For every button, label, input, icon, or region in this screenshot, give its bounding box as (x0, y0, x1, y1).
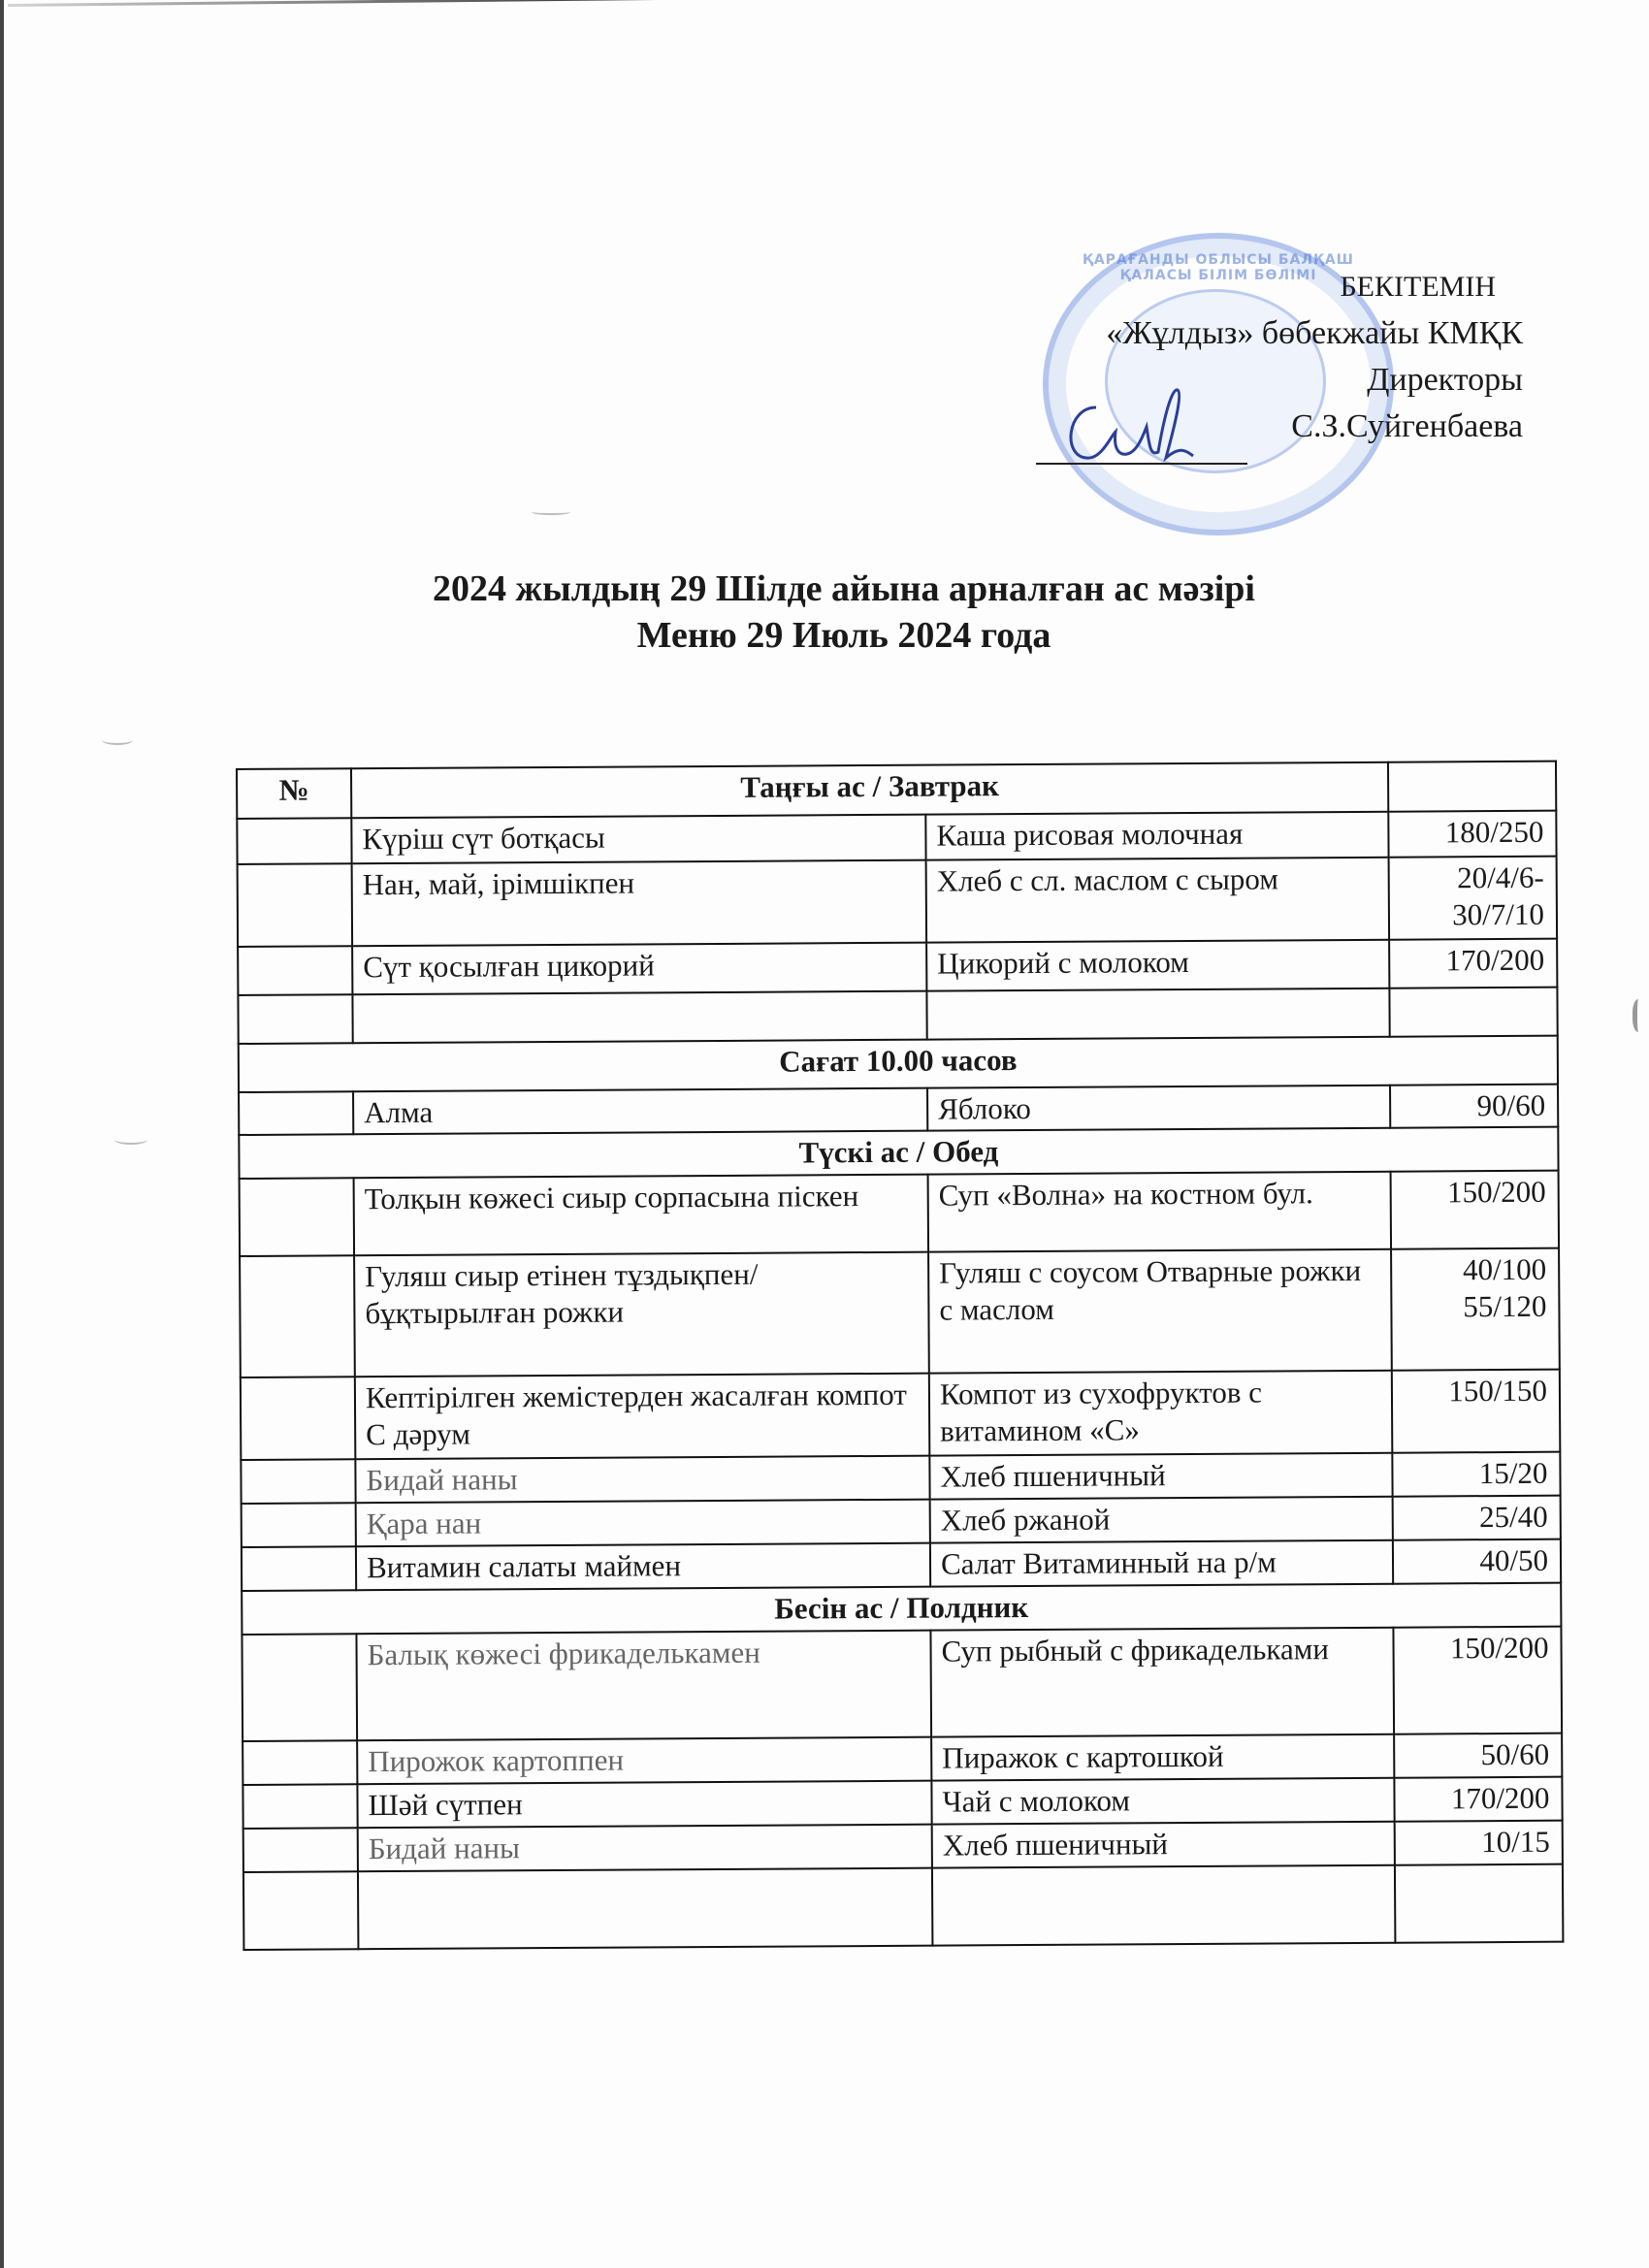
dish-name-russian: Хлеб пшеничный (929, 1453, 1392, 1500)
dish-name-russian: Яблоко (927, 1085, 1390, 1131)
dish-name-kazakh: Бидай наны (355, 1456, 929, 1504)
menu-item-row (238, 939, 1557, 995)
stamp-text: ҚАРАҒАНДЫ ОБЛЫСЫ БАЛҚАШ ҚАЛАСЫ БІЛІМ БӨЛІМІ (1083, 252, 1354, 283)
portion-amount: 50/60 (1394, 1733, 1562, 1778)
dish-name-kazakh: Кептірілген жемістерден жасалған компот С дәрум (355, 1374, 930, 1460)
row-number-cell (243, 1828, 358, 1872)
organization-name: «Жұлдыз» бөбекжайы КМҚК (1106, 315, 1523, 351)
portion-amount: 180/250 (1388, 811, 1556, 858)
section-header-row (239, 1036, 1558, 1092)
amount-column-header (1388, 761, 1556, 812)
section-title: Түскі ас / Обед (239, 1127, 1558, 1179)
scan-smudge (114, 1135, 147, 1145)
row-number-cell (241, 1459, 355, 1504)
row-number-cell (238, 946, 352, 995)
row-number-cell (239, 1091, 353, 1135)
section-title: Таңғы ас / Завтрак (351, 762, 1388, 819)
dish-name-russian: Чай с молоком (931, 1778, 1394, 1825)
row-number-cell (242, 1784, 357, 1829)
portion-amount (1389, 988, 1557, 1037)
row-number-cell (241, 1377, 356, 1460)
dish-name-kazakh: Күріш сүт ботқасы (351, 815, 925, 864)
dish-name-kazakh: Пирожок картоппен (357, 1737, 931, 1785)
dish-name-russian: Суп «Волна» на костном бул. (928, 1172, 1391, 1252)
number-column-header: № (237, 768, 351, 819)
portion-amount: 15/20 (1392, 1452, 1560, 1497)
section-header-row (237, 761, 1556, 819)
menu-item-row (240, 1171, 1559, 1256)
menu-item-row (241, 1370, 1560, 1460)
row-number-cell (237, 818, 351, 864)
title-russian: Меню 29 Июль 2024 года (636, 615, 1051, 656)
menu-item-row (238, 857, 1557, 947)
dish-name-kazakh: Нан, май, ірімшікпен (352, 860, 927, 947)
dish-name-russian: Компот из сухофруктов с витамином «С» (929, 1371, 1393, 1456)
director-title: Директоры (1367, 362, 1523, 398)
portion-amount: 10/15 (1395, 1821, 1563, 1865)
dish-name-russian: Гуляш с соусом Отварные рожки с маслом (928, 1249, 1392, 1374)
dish-name-russian: Пиражок с картошкой (931, 1734, 1394, 1781)
dish-name-kazakh: Бидай наны (358, 1825, 932, 1872)
scan-edge (0, 0, 4, 2268)
dish-name-russian: Салат Витаминный на р/м (930, 1540, 1393, 1587)
portion-amount: 150/200 (1393, 1627, 1562, 1734)
menu-item-row (238, 988, 1557, 1044)
menu-item-row (242, 1627, 1562, 1741)
row-number-cell (242, 1503, 356, 1547)
section-title: Бесін ас / Полдник (242, 1583, 1561, 1635)
row-number-cell (242, 1740, 357, 1785)
signature-line (1036, 463, 1247, 465)
row-number-cell (238, 863, 353, 947)
portion-amount: 25/40 (1393, 1496, 1561, 1540)
dish-name-russian: Каша рисовая молочная (925, 812, 1388, 860)
portion-amount: 170/200 (1394, 1777, 1562, 1822)
portion-amount: 20/4/6-30/7/10 (1389, 857, 1558, 940)
menu-item-row (240, 1248, 1560, 1377)
row-number-cell (242, 1546, 356, 1591)
row-number-cell (240, 1255, 355, 1377)
dish-name-kazakh: Шәй сүтпен (357, 1781, 931, 1829)
section-title: Сағат 10.00 часов (239, 1036, 1558, 1092)
scan-smudge (532, 509, 570, 515)
menu-table (236, 761, 1564, 1951)
scan-fold-line (8, 0, 1143, 7)
portion-amount: 40/50 (1393, 1539, 1561, 1584)
dish-name-kazakh: Толқын көжесі сиыр сорпасына піскен (354, 1175, 928, 1256)
menu-item-row (243, 1864, 1563, 1950)
title-kazakh: 2024 жылдың 29 Шілде айына арналған ас мәзірі (433, 568, 1255, 609)
portion-amount: 150/150 (1392, 1370, 1561, 1453)
dish-name-russian: Цикорий с молоком (926, 940, 1389, 991)
dish-name-kazakh: Қара нан (356, 1500, 930, 1547)
dish-name-russian: Хлеб ржаной (930, 1497, 1393, 1543)
row-number-cell (242, 1634, 357, 1741)
dish-name-kazakh: Витамин салаты маймен (356, 1543, 930, 1591)
portion-amount: 170/200 (1389, 939, 1557, 988)
approval-block (1106, 264, 1523, 450)
portion-amount: 150/200 (1391, 1171, 1559, 1249)
scan-smudge (102, 735, 133, 745)
row-number-cell (240, 1178, 354, 1256)
dish-name-kazakh: Сүт қосылған цикорий (352, 943, 926, 995)
row-number-cell (238, 994, 352, 1044)
portion-amount (1395, 1864, 1563, 1943)
scan-mark (1633, 999, 1647, 1032)
portion-amount: 40/100 55/120 (1391, 1248, 1560, 1371)
dish-name-kazakh: Балық көжесі фрикаделькамен (356, 1631, 931, 1741)
menu-item-row (237, 811, 1556, 864)
dish-name-kazakh: Алма (353, 1088, 927, 1135)
approval-heading: БЕКІТЕМІН (1340, 271, 1496, 303)
dish-name-russian: Суп рыбный с фрикадельками (930, 1628, 1394, 1737)
portion-amount: 90/60 (1390, 1085, 1558, 1128)
dish-name-russian (926, 988, 1389, 1040)
row-number-cell (243, 1871, 358, 1950)
dish-name-kazakh (358, 1868, 932, 1950)
dish-name-kazakh: Гуляш сиыр етінен тұздықпен/бұқтырылған рожки (354, 1252, 929, 1377)
dish-name-russian: Хлеб пшеничный (932, 1822, 1395, 1868)
dish-name-russian: Хлеб с сл. маслом с сыром (926, 858, 1390, 943)
dish-name-russian (932, 1865, 1395, 1946)
dish-name-kazakh (352, 991, 926, 1044)
director-name: С.З.Суйгенбаева (1291, 408, 1523, 444)
